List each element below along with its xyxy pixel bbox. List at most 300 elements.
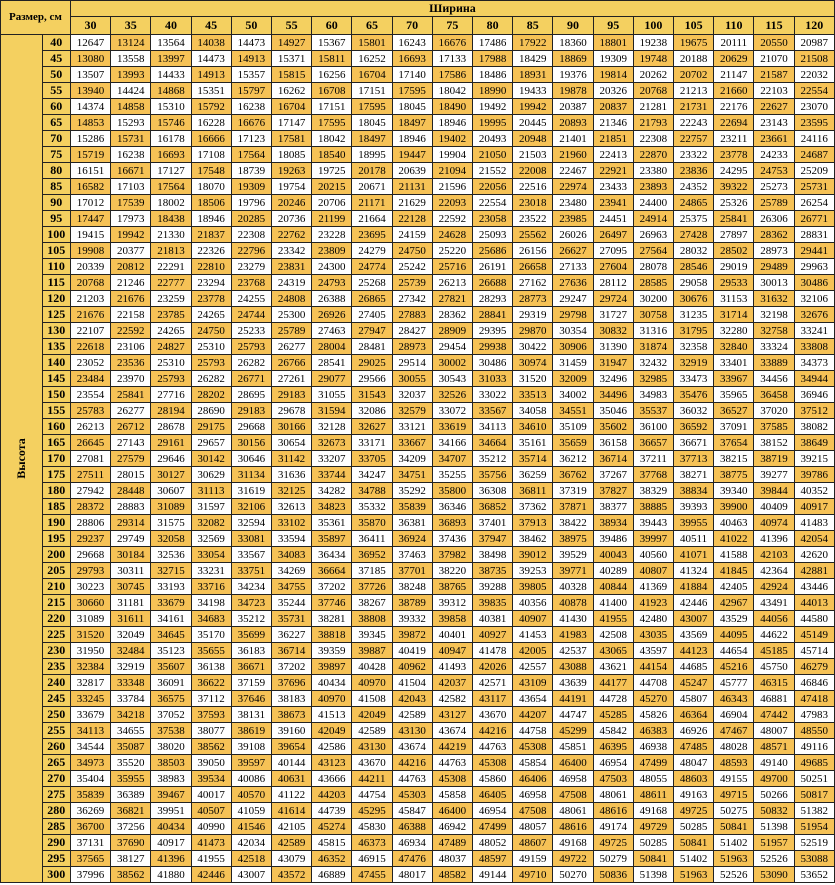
price-cell: 26658 [513,259,553,275]
price-cell: 33744 [312,467,352,483]
price-cell: 42034 [231,835,271,851]
price-cell: 27261 [271,371,311,387]
price-cell: 27821 [432,291,472,307]
price-cell: 19754 [271,179,311,195]
price-cell: 35361 [312,515,352,531]
price-cell: 31089 [151,499,191,515]
price-cell: 34282 [312,483,352,499]
price-cell: 22592 [111,323,151,339]
height-header-cell: 180 [42,483,70,499]
height-header-cell: 65 [42,115,70,131]
price-cell: 34218 [111,707,151,723]
price-cell: 36946 [794,387,834,403]
price-cell: 27579 [111,451,151,467]
price-cell: 42043 [392,691,432,707]
price-cell: 22326 [191,243,231,259]
table-row [1,435,835,451]
price-cell: 30311 [111,563,151,579]
price-cell: 30607 [151,483,191,499]
height-header-cell: 275 [42,787,70,803]
height-header-cell: 195 [42,531,70,547]
price-cell: 16666 [191,131,231,147]
price-cell: 41508 [352,691,392,707]
price-cell: 41396 [754,531,794,547]
price-cell: 41504 [392,675,432,691]
price-cell: 47499 [472,819,512,835]
price-cell: 32613 [271,499,311,515]
price-cell: 45149 [794,627,834,643]
price-cell: 37436 [432,531,472,547]
price-cell: 16693 [392,51,432,67]
price-cell: 16704 [352,67,392,83]
price-cell: 19748 [633,51,673,67]
price-cell: 34456 [754,371,794,387]
price-cell: 49725 [593,835,633,851]
price-cell: 41396 [151,851,191,867]
price-cell: 42103 [754,547,794,563]
price-cell: 34002 [553,387,593,403]
price-cell: 33081 [231,531,271,547]
price-cell: 46934 [392,835,432,851]
price-cell: 25093 [472,227,512,243]
price-cell: 38271 [674,467,714,483]
price-cell: 21246 [111,275,151,291]
price-cell: 36527 [714,403,754,419]
price-cell: 29058 [674,275,714,291]
price-cell: 26191 [472,259,512,275]
price-cell: 26388 [312,291,352,307]
price-cell: 43674 [432,723,472,739]
price-cell: 17108 [191,147,231,163]
price-cell: 38765 [432,579,472,595]
table-row [1,355,835,371]
price-cell: 22413 [593,147,633,163]
price-cell: 35212 [472,451,512,467]
price-cell: 35955 [111,771,151,787]
price-cell: 38775 [714,467,754,483]
price-cell: 30660 [70,595,110,611]
price-cell: 20262 [633,67,673,83]
height-header-cell: 75 [42,147,70,163]
price-cell: 36893 [432,515,472,531]
table-body [1,35,835,883]
price-cell: 40409 [754,499,794,515]
price-cell: 47485 [674,739,714,755]
price-cell: 13940 [70,83,110,99]
height-header-cell: 290 [42,835,70,851]
price-cell: 43572 [271,867,311,883]
price-cell: 15731 [111,131,151,147]
price-cell: 41478 [472,643,512,659]
price-cell: 30166 [271,419,311,435]
price-cell: 17595 [392,83,432,99]
price-cell: 39900 [714,499,754,515]
height-header-cell: 155 [42,403,70,419]
price-cell: 45830 [352,819,392,835]
height-header-cell: 215 [42,595,70,611]
table-row [1,867,835,883]
height-header-cell: 40 [42,35,70,51]
price-cell: 41923 [633,595,673,611]
price-cell: 20639 [392,163,432,179]
price-cell: 26213 [432,275,472,291]
price-cell: 48007 [754,723,794,739]
price-cell: 17922 [513,35,553,51]
price-cell: 36622 [191,675,231,691]
price-cell: 46315 [754,675,794,691]
price-cell: 21401 [553,131,593,147]
price-cell: 18497 [352,131,392,147]
price-cell: 27897 [714,227,754,243]
table-row [1,179,835,195]
price-cell: 40570 [231,787,271,803]
price-cell: 40144 [271,755,311,771]
price-cell: 33022 [472,387,512,403]
price-cell: 46395 [593,739,633,755]
price-cell: 28372 [70,499,110,515]
price-cell: 23522 [513,211,553,227]
price-cell: 23536 [111,355,151,371]
price-cell: 49700 [754,771,794,787]
price-cell: 28806 [70,515,110,531]
price-cell: 38152 [754,435,794,451]
price-cell: 27463 [312,323,352,339]
price-cell: 40917 [151,835,191,851]
price-cell: 34551 [553,403,593,419]
price-cell: 22627 [754,99,794,115]
height-header-cell: 295 [42,851,70,867]
price-cell: 28078 [633,259,673,275]
price-cell: 30758 [633,307,673,323]
price-cell: 50841 [714,819,754,835]
price-cell: 37159 [231,675,271,691]
price-cell: 28448 [111,483,151,499]
height-header-cell: 185 [42,499,70,515]
price-cell: 28427 [392,323,432,339]
price-cell: 34755 [271,579,311,595]
price-cell: 47476 [392,851,432,867]
price-cell: 40356 [513,595,553,611]
price-cell: 44580 [794,611,834,627]
price-cell: 49715 [714,787,754,803]
price-cell: 31089 [70,611,110,627]
price-cell: 18045 [392,99,432,115]
price-cell: 19908 [70,243,110,259]
price-cell: 45842 [593,723,633,739]
price-cell: 49144 [472,867,512,883]
price-cell: 30906 [553,339,593,355]
price-cell: 16582 [70,179,110,195]
price-cell: 32496 [593,371,633,387]
price-cell: 39012 [513,547,553,563]
price-cell: 38619 [231,723,271,739]
price-cell: 36158 [593,435,633,451]
price-cell: 22291 [151,259,191,275]
price-cell: 29870 [513,323,553,339]
price-cell: 44191 [553,691,593,707]
price-cell: 42586 [312,739,352,755]
price-cell: 15815 [271,67,311,83]
price-cell: 39951 [151,803,191,819]
price-cell: 45750 [754,659,794,675]
price-cell: 45274 [312,819,352,835]
height-header-cell: 160 [42,419,70,435]
price-cell: 22762 [271,227,311,243]
price-cell: 35965 [714,387,754,403]
price-cell: 43670 [472,707,512,723]
price-cell: 40990 [191,819,231,835]
price-cell: 29678 [271,403,311,419]
price-cell: 23941 [593,195,633,211]
price-cell: 32594 [231,515,271,531]
price-cell: 30629 [191,467,231,483]
price-cell: 38885 [633,499,673,515]
price-cell: 33567 [472,403,512,419]
price-cell: 40511 [674,531,714,547]
price-cell: 20178 [352,163,392,179]
price-cell: 34234 [231,579,271,595]
price-cell: 41955 [593,611,633,627]
price-cell: 19309 [231,179,271,195]
price-cell: 34247 [352,467,392,483]
price-cell: 43109 [513,675,553,691]
price-cell: 44177 [593,675,633,691]
price-cell: 44154 [633,659,673,675]
price-cell: 14433 [151,67,191,83]
price-cell: 23106 [111,339,151,355]
price-cell: 22128 [392,211,432,227]
price-cell: 44207 [513,707,553,723]
price-cell: 22243 [674,115,714,131]
table-row [1,291,835,307]
price-cell: 16671 [111,163,151,179]
height-header-cell: 285 [42,819,70,835]
price-cell: 31459 [553,355,593,371]
price-cell: 32840 [714,339,754,355]
table-row [1,851,835,867]
price-cell: 26213 [70,419,110,435]
width-header-cell: 105 [674,17,714,35]
price-cell: 15801 [352,35,392,51]
price-cell: 41453 [513,627,553,643]
price-cell: 29668 [231,419,271,435]
price-cell: 29793 [70,563,110,579]
price-cell: 40560 [633,547,673,563]
price-cell: 26026 [553,227,593,243]
price-cell: 47499 [633,755,673,771]
price-cell: 42557 [513,659,553,675]
price-cell: 32128 [312,419,352,435]
price-cell: 39872 [392,627,432,643]
price-cell: 17548 [191,163,231,179]
price-cell: 48593 [714,755,754,771]
price-cell: 31636 [271,467,311,483]
price-cell: 35212 [231,611,271,627]
price-cell: 51398 [633,867,673,883]
price-cell: 19402 [432,131,472,147]
price-cell: 44685 [674,659,714,675]
price-cell: 17123 [231,131,271,147]
price-cell: 38975 [553,531,593,547]
price-cell: 22308 [633,131,673,147]
price-cell: 39322 [714,179,754,195]
height-header-cell: 170 [42,451,70,467]
price-cell: 21629 [392,195,432,211]
price-cell: 21837 [191,227,231,243]
price-cell: 39805 [513,579,553,595]
price-cell: 12647 [70,35,110,51]
table-row [1,163,835,179]
price-cell: 33171 [352,435,392,451]
price-cell: 34113 [472,419,512,435]
price-cell: 23058 [472,211,512,227]
table-row [1,67,835,83]
price-cell: 20445 [513,115,553,131]
price-cell: 19942 [513,99,553,115]
price-cell: 34373 [794,355,834,371]
price-cell: 25793 [151,371,191,387]
price-cell: 29314 [111,515,151,531]
width-header-cell: 55 [271,17,311,35]
price-cell: 20948 [513,131,553,147]
price-cell: 30156 [231,435,271,451]
price-cell: 29183 [231,403,271,419]
height-header-cell: 265 [42,755,70,771]
price-cell: 31594 [312,403,352,419]
price-cell: 45858 [432,787,472,803]
price-cell: 46889 [312,867,352,883]
price-cell: 21330 [151,227,191,243]
price-cell: 35800 [432,483,472,499]
price-cell: 45308 [513,739,553,755]
price-cell: 26277 [111,403,151,419]
price-cell: 37913 [513,515,553,531]
price-cell: 34683 [191,611,231,627]
price-cell: 36346 [432,499,472,515]
price-cell: 42446 [674,595,714,611]
price-cell: 24400 [633,195,673,211]
price-cell: 14927 [271,35,311,51]
price-cell: 38818 [312,627,352,643]
price-cell: 25300 [271,307,311,323]
price-cell: 19447 [392,147,432,163]
price-cell: 49168 [553,835,593,851]
price-cell: 21552 [472,163,512,179]
price-cell: 14913 [191,67,231,83]
price-cell: 44747 [553,707,593,723]
price-cell: 45247 [674,675,714,691]
price-cell: 45216 [714,659,754,675]
price-cell: 27511 [70,467,110,483]
height-title [1,35,43,883]
price-cell: 34788 [352,483,392,499]
table-row [1,563,835,579]
price-cell: 49116 [794,739,834,755]
price-cell: 40970 [352,675,392,691]
price-cell: 43035 [633,627,673,643]
price-cell: 22870 [633,147,673,163]
width-header-cell: 115 [754,17,794,35]
price-cell: 37646 [231,691,271,707]
price-cell: 21213 [674,83,714,99]
price-cell: 15367 [312,35,352,51]
price-cell: 21050 [472,147,512,163]
price-cell: 44763 [392,771,432,787]
price-cell: 46352 [312,851,352,867]
height-header-cell: 200 [42,547,70,563]
price-cell: 31134 [231,467,271,483]
height-header-cell: 165 [42,435,70,451]
price-cell: 37202 [271,659,311,675]
price-cell: 40947 [432,643,472,659]
price-cell: 33348 [111,675,151,691]
price-cell: 46406 [513,771,553,787]
price-cell: 42049 [352,707,392,723]
price-cell: 21793 [633,115,673,131]
price-cell: 22056 [472,179,512,195]
price-cell: 41880 [151,867,191,883]
price-cell: 38377 [593,499,633,515]
corner-header [1,1,71,35]
price-cell: 31874 [633,339,673,355]
price-cell: 23831 [271,259,311,275]
price-cell: 13564 [151,35,191,51]
price-cell: 17140 [392,67,432,83]
price-cell: 31575 [151,515,191,531]
price-cell: 26277 [271,339,311,355]
height-header-cell: 205 [42,563,70,579]
price-cell: 34544 [70,739,110,755]
price-cell: 45851 [553,739,593,755]
price-cell: 17133 [432,51,472,67]
price-cell: 36138 [191,659,231,675]
price-cell: 29749 [111,531,151,547]
price-cell: 33889 [754,355,794,371]
price-cell: 49722 [553,851,593,867]
price-cell: 31597 [191,499,231,515]
price-cell: 41614 [271,803,311,819]
table-row [1,771,835,787]
price-cell: 29489 [754,259,794,275]
price-cell: 33705 [352,451,392,467]
price-cell: 46400 [553,755,593,771]
price-cell: 25841 [714,211,754,227]
price-cell: 40507 [191,803,231,819]
price-cell: 27636 [553,275,593,291]
price-cell: 24451 [593,211,633,227]
price-cell: 36714 [271,643,311,659]
price-cell: 48603 [674,771,714,787]
price-cell: 21960 [553,147,593,163]
price-cell: 22810 [191,259,231,275]
price-cell: 27604 [593,259,633,275]
table-row [1,691,835,707]
price-cell: 43569 [674,627,714,643]
price-cell: 44123 [674,643,714,659]
price-cell: 43666 [312,771,352,787]
price-cell: 24914 [633,211,673,227]
price-cell: 15792 [191,99,231,115]
price-cell: 39529 [553,547,593,563]
price-cell: 40328 [553,579,593,595]
price-cell: 17147 [271,115,311,131]
price-cell: 15310 [151,99,191,115]
price-cell: 36259 [513,467,553,483]
price-cell: 25716 [432,259,472,275]
price-cell: 22467 [553,163,593,179]
price-cell: 31235 [674,307,714,323]
price-cell: 39332 [392,611,432,627]
